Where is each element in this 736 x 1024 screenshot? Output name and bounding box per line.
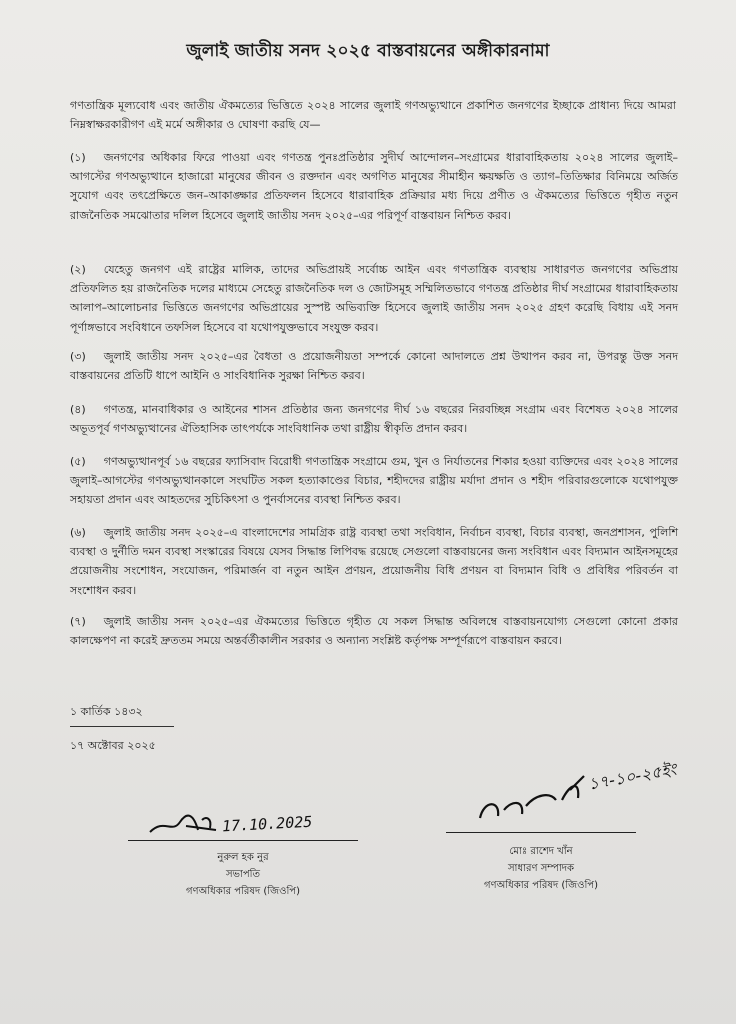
- clause-6: [70, 523, 678, 600]
- handwritten-date-president: 17.10.2025: [221, 812, 313, 836]
- gregorian-date: ১৭ অক্টোবর ২০২৫: [70, 739, 156, 752]
- document-title: জুলাই জাতীয় সনদ ২০২৫ বাস্তবায়নের অঙ্গীকারনামা: [186, 41, 550, 61]
- clause-5: [70, 452, 678, 510]
- signatory-org: গণঅধিকার পরিষদ (জিওপি): [483, 880, 599, 891]
- handwritten-date-general-secretary: ১৭-১০-২৫ইং: [586, 759, 678, 794]
- clause-4: [70, 400, 678, 438]
- bangla-date: ১ কার্তিক ১৪৩২: [70, 703, 174, 727]
- signatory-general-secretary: [446, 832, 636, 894]
- signature-line: [128, 840, 358, 841]
- signatory-president: [128, 840, 358, 900]
- signatory-role: সাধারণ সম্পাদক: [507, 863, 575, 874]
- clause-number: (৭): [70, 615, 86, 628]
- clause-text: গণতন্ত্র, মানবাধিকার ও আইনের শাসন প্রতিষ্ঠার জন্য জনগণের দীর্ঘ ১৬ বছরের নিরবচ্ছিন্ন সংগ্রাম এবং বিশেষত ২০২৪ সালের অভূতপূর্ব গণঅভ্যুত্থানের ঐতিহাসিক তাৎপর্যকে সাংবিধানিক তথা রাষ্ট্রীয় স্বীকৃতি প্রদান করব।: [70, 403, 678, 436]
- clause-number: (৪): [70, 403, 86, 416]
- clause-7: [70, 612, 678, 650]
- clause-number: (১): [70, 151, 86, 164]
- intro-paragraph: গণতান্ত্রিক মূল্যবোধ এবং জাতীয় ঐকমত্যের ভিত্তিতে ২০২৪ সালের জুলাই গণঅভ্যুত্থানে প্রকাশিত জনগণের ইচ্ছাকে প্রাধান্য দিয়ে আমরা নিম্নস্বাক্ষরকারীগণ এই মর্মে অঙ্গীকার ও ঘোষণা করছি যে—: [70, 99, 676, 131]
- signatory-org: গণঅধিকার পরিষদ (জিওপি): [185, 886, 301, 897]
- clause-3: [70, 347, 678, 385]
- date-block: [70, 703, 174, 756]
- clause-text: জুলাই জাতীয় সনদ ২০২৫–এ বাংলাদেশের সামগ্রিক রাষ্ট্র ব্যবস্থা তথা সংবিধান, নির্বাচন ব্যবস্থা, বিচার ব্যবস্থা, জনপ্রশাসন, পুলিশি ব্যবস্থা ও দুর্নীতি দমন ব্যবস্থা সংস্কারের বিষয়ে যেসব সিদ্ধান্ত লিপিবদ্ধ রয়েছে সেগুলো বাস্তবায়নের জন্য সংবিধান এবং বিদ্যমান আইনসমূহের প্রয়োজনীয় সংশোধন, সংযোজন, পরিমার্জন বা নতুন আইন প্রণয়ন, প্রয়োজনীয় বিধি প্রণয়ন বা বিদ্যমান বিধি ও প্রবিধির পরিবর্তন বা সংশোধন করব।: [70, 526, 678, 597]
- clause-text: যেহেতু জনগণ এই রাষ্ট্রের মালিক, তাদের অভিপ্রায়ই সর্বোচ্চ আইন এবং গণতান্ত্রিক ব্যবস্থায় সাধারণত জনগণের অভিপ্রায় প্রতিফলিত হয় রাজনৈতিক দলের মাধ্যমে সেহেতু রাজনৈতিক দল ও জোটসমূহ সম্মিলিতভাবে গণতন্ত্র প্রতিষ্ঠার দীর্ঘ সংগ্রামের ধারাবাহিকতায় আলাপ–আলোচনার ভিত্তিতে জনগণের অভিপ্রায়ের সুস্পষ্ট অভিব্যক্তি হিসেবে জুলাই জাতীয় সনদ ২০২৫ গ্রহণ করেছি বিধায় এই সনদ পূর্ণাঙ্গভাবে সংবিধানে তফসিল হিসেবে বা যথোপযুক্তভাবে সংযুক্ত করব।: [70, 263, 678, 334]
- clause-text: জুলাই জাতীয় সনদ ২০২৫–এর বৈধতা ও প্রয়োজনীয়তা সম্পর্কে কোনো আদালতে প্রশ্ন উত্থাপন করব না, উপরন্তু উক্ত সনদ বাস্তবায়নের প্রতিটি ধাপে আইনি ও সাংবিধানিক সুরক্ষা নিশ্চিত করব।: [70, 350, 678, 383]
- clause-number: (৩): [70, 350, 86, 363]
- clause-2: [70, 260, 678, 337]
- clause-number: (৫): [70, 455, 86, 468]
- clause-text: গণঅভ্যুত্থানপূর্ব ১৬ বছরের ফ্যাসিবাদ বিরোধী গণতান্ত্রিক সংগ্রামে গুম, খুন ও নির্যাতনের শিকার হওয়া ব্যক্তিদের এবং ২০২৪ সালের জুলাই–আগস্টের গণঅভ্যুত্থানকালে সংঘটিত সকল হত্যাকাণ্ডের বিচার, শহীদদের রাষ্ট্রীয় মর্যাদা প্রদান ও শহীদ পরিবারগুলোকে যথোপযুক্ত সহায়তা প্রদান এবং আহতদের সুচিকিৎসা ও পুনর্বাসনের ব্যবস্থা নিশ্চিত করব।: [70, 455, 678, 507]
- signatory-name: মোঃ রাশেদ খাঁন: [509, 846, 573, 857]
- clause-text: জুলাই জাতীয় সনদ ২০২৫–এর ঐকমত্যের ভিত্তিতে গৃহীত যে সকল সিদ্ধান্ত অবিলম্বে বাস্তবায়নযোগ্য সেগুলো কোনো প্রকার কালক্ষেপণ না করেই দ্রুততম সময়ে অন্তর্বর্তীকালীন সরকার ও অন্যান্য সংশ্লিষ্ট কর্তৃপক্ষ সম্পূর্ণরূপে বাস্তবায়ন করবে।: [70, 615, 678, 648]
- signatory-name: নুরুল হক নুর: [217, 852, 269, 863]
- clause-1: [70, 148, 678, 225]
- signature-line: [446, 832, 636, 833]
- signatory-role: সভাপতি: [225, 869, 261, 880]
- clause-number: (২): [70, 263, 86, 276]
- clause-number: (৬): [70, 526, 86, 539]
- clause-text: জনগণের অধিকার ফিরে পাওয়া এবং গণতন্ত্র পুনঃপ্রতিষ্ঠার সুদীর্ঘ আন্দোলন–সংগ্রামের ধারাবাহিকতায় ২০২৪ সালের জুলাই–আগস্টের গণঅভ্যুত্থানে হাজারো মানুষের জীবন ও রক্তদান এবং অগণিত মানুষের সীমাহীন ক্ষয়ক্ষতি ও ত্যাগ–তিতিক্ষার বিনিময়ে অর্জিত সুযোগ এবং তৎপ্রেক্ষিতে জন–আকাঙ্ক্ষার প্রতিফলন হিসেবে ধারাবাহিক প্রক্রিয়ার মধ্য দিয়ে প্রণীত ও ঐকমত্যের ভিত্তিতে গৃহীত নতুন রাজনৈতিক সমঝোতার দলিল হিসেবে জুলাই জাতীয় সনদ ২০২৫–এর পরিপূর্ণ বাস্তবায়ন নিশ্চিত করব।: [70, 151, 678, 222]
